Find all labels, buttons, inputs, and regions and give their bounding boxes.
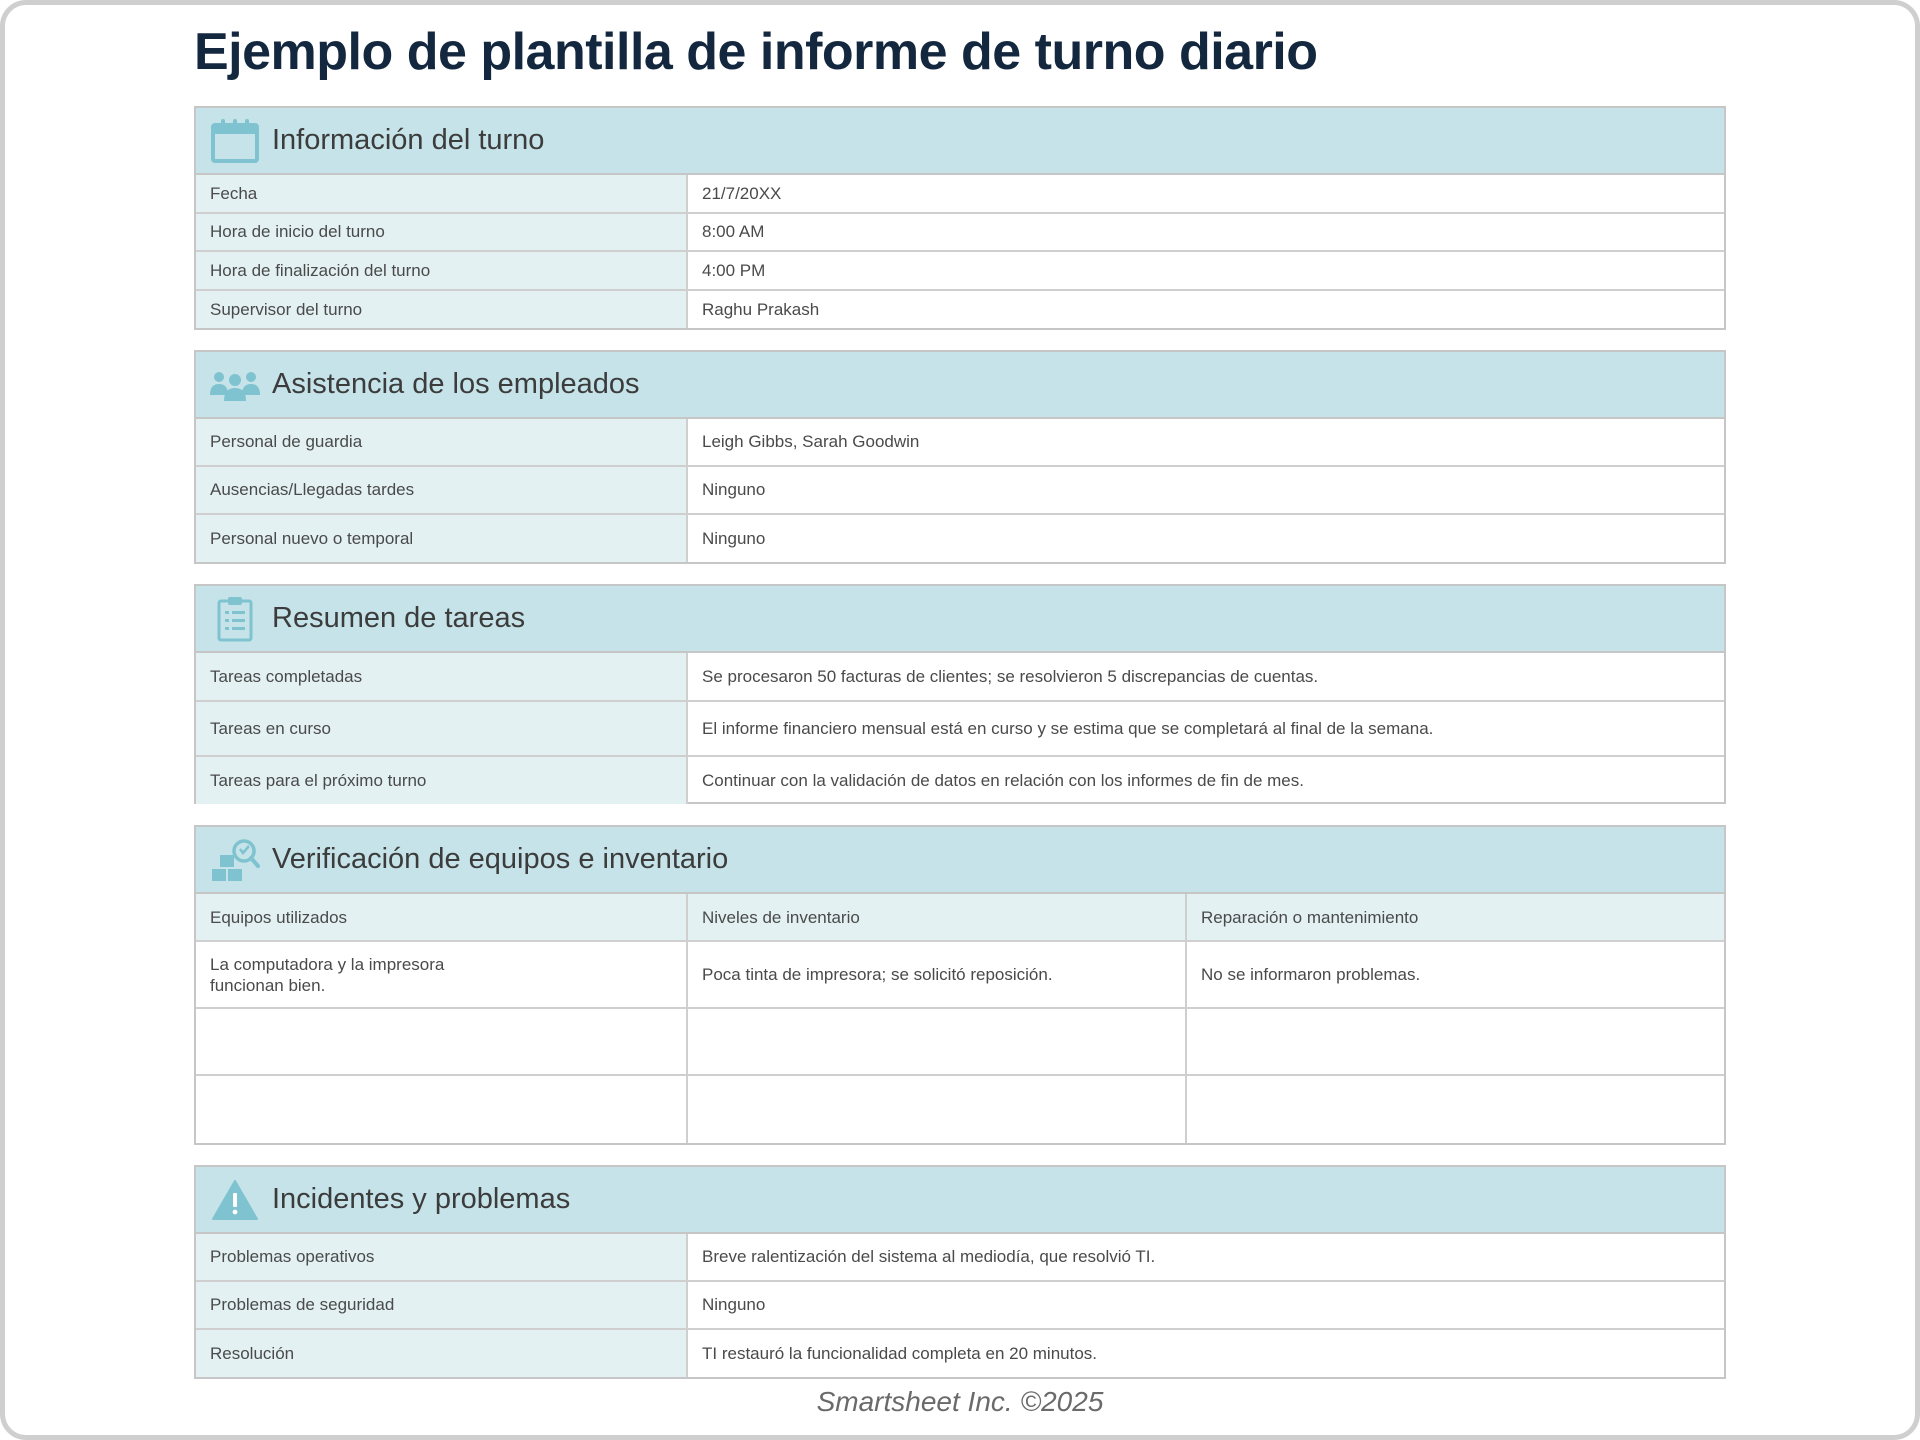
section-title: Asistencia de los empleados (272, 368, 640, 400)
section-header (196, 352, 1724, 419)
table-row (196, 515, 1724, 562)
row-value: 8:00 AM (702, 222, 765, 241)
row-value: El informe financiero mensual está en curso y se estima que se completará al final de la semana. (702, 718, 1434, 738)
table-row (196, 942, 1724, 1009)
table-cell (1187, 1009, 1724, 1074)
table-row (196, 467, 1724, 515)
table-row (196, 653, 1724, 702)
row-value: Ninguno (702, 480, 766, 499)
row-value: Raghu Prakash (702, 299, 820, 319)
section-header (196, 1167, 1724, 1234)
section-header (196, 827, 1724, 894)
row-label: Hora de inicio del turno (196, 214, 688, 250)
row-label: Tareas para el próximo turno (196, 757, 688, 804)
column-header: Niveles de inventario (688, 894, 1187, 940)
section-attendance (194, 350, 1726, 564)
page-title: Ejemplo de plantilla de informe de turno diario (194, 23, 1318, 81)
table-row (196, 757, 1724, 804)
section-title: Incidentes y problemas (272, 1183, 571, 1215)
table-row (196, 702, 1724, 757)
warning-icon (208, 1175, 262, 1225)
row-label: Resolución (196, 1330, 688, 1377)
table-row (196, 1076, 1724, 1143)
table-cell: La computadora y la impresora funcionan bien. (196, 942, 688, 1007)
section-header (196, 586, 1724, 653)
inventory-search-icon (208, 835, 262, 885)
table-cell: Poca tinta de impresora; se solicitó reposición. (688, 942, 1187, 1007)
row-label: Tareas completadas (196, 653, 688, 700)
table-cell (196, 1076, 688, 1143)
section-title: Verificación de equipos e inventario (272, 843, 729, 875)
row-value: Continuar con la validación de datos en relación con los informes de fin de mes. (702, 770, 1304, 790)
section-tasks (194, 584, 1726, 804)
table-row (196, 252, 1724, 291)
row-value: Se procesaron 50 facturas de clientes; se resolvieron 5 discrepancias de cuentas. (702, 666, 1319, 686)
section-equipment (194, 825, 1726, 1145)
table-header-row (196, 894, 1724, 942)
section-shift-info (194, 106, 1726, 330)
table-cell (688, 1076, 1187, 1143)
row-value: TI restauró la funcionalidad completa en 20 minutos. (702, 1343, 1098, 1363)
table-row (196, 1234, 1724, 1282)
row-label: Ausencias/Llegadas tardes (196, 467, 688, 513)
column-header: Equipos utilizados (196, 894, 688, 940)
row-label: Personal de guardia (196, 419, 688, 465)
row-label: Tareas en curso (196, 702, 688, 755)
row-label: Fecha (196, 175, 688, 212)
table-row (196, 175, 1724, 214)
row-value: Ninguno (702, 1295, 766, 1314)
table-cell (688, 1009, 1187, 1074)
row-label: Hora de finalización del turno (196, 252, 688, 289)
column-header: Reparación o mantenimiento (1187, 894, 1724, 940)
row-value: Leigh Gibbs, Sarah Goodwin (702, 432, 920, 451)
section-header (196, 108, 1724, 175)
section-title: Resumen de tareas (272, 602, 526, 634)
section-title: Información del turno (272, 124, 545, 156)
row-value: Ninguno (702, 528, 766, 548)
table-row (196, 291, 1724, 328)
people-icon (208, 360, 262, 410)
row-value: Breve ralentización del sistema al mediodía, que resolvió TI. (702, 1247, 1156, 1266)
table-cell: No se informaron problemas. (1201, 965, 1421, 984)
table-cell (196, 1009, 688, 1074)
clipboard-icon (208, 594, 262, 644)
row-label: Personal nuevo o temporal (196, 515, 688, 562)
table-row (196, 419, 1724, 467)
footer-copyright: Smartsheet Inc. ©2025 (816, 1386, 1104, 1417)
table-row (196, 1330, 1724, 1377)
table-cell (1187, 1076, 1724, 1143)
row-label: Problemas de seguridad (196, 1282, 688, 1328)
table-row (196, 1282, 1724, 1330)
table-row (196, 214, 1724, 252)
row-label: Problemas operativos (196, 1234, 688, 1280)
section-incidents (194, 1165, 1726, 1379)
row-value: 21/7/20XX (702, 183, 782, 203)
table-row (196, 1009, 1724, 1076)
row-label: Supervisor del turno (196, 291, 688, 328)
calendar-icon (208, 116, 262, 166)
row-value: 4:00 PM (702, 260, 766, 280)
